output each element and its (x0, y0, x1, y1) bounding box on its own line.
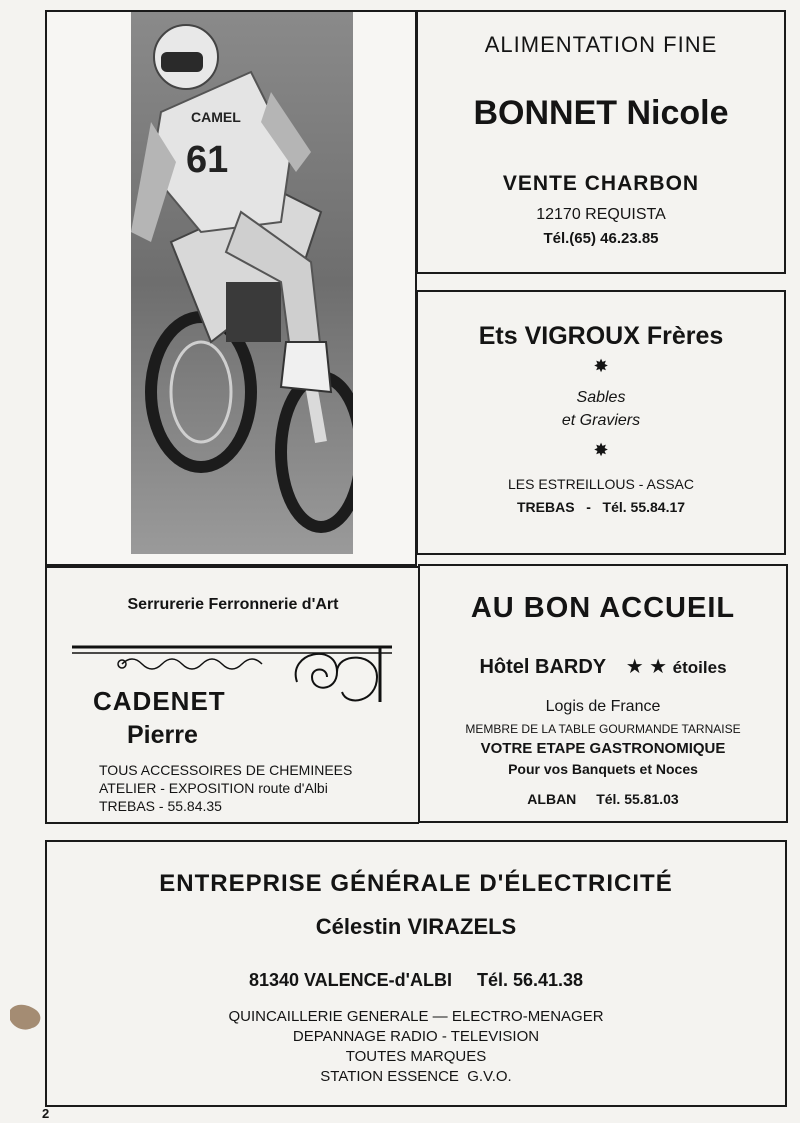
motocross-photo (131, 12, 353, 554)
bonnet-line1: ALIMENTATION FINE (484, 32, 718, 57)
virazels-phone: Tél. 56.41.38 (476, 970, 584, 990)
cadenet-name2: Pierre (127, 721, 198, 749)
virazels-contact (47, 970, 785, 991)
accueil-title: AU BON ACCUEIL (470, 592, 736, 624)
bonnet-ad (416, 10, 786, 274)
cadenet-name1: CADENET (93, 686, 226, 716)
cadenet-line2: ATELIER - EXPOSITION route d'Albi (99, 780, 328, 796)
virazels-ad (45, 840, 787, 1107)
virazels-line4: STATION ESSENCE G.V.O. (320, 1068, 512, 1085)
cadenet-line3: TREBAS - 55.84.35 (99, 798, 222, 814)
bonnet-name: BONNET Nicole (473, 94, 729, 132)
accueil-etoiles: étoiles (672, 658, 727, 677)
vigroux-address2: TREBAS - Tél. 55.84.17 (516, 499, 686, 515)
cadenet-header: Serrurerie Ferronnerie d'Art (127, 596, 339, 613)
virazels-name: Célestin VIRAZELS (315, 914, 517, 939)
vigroux-address1: LES ESTREILLOUS - ASSAC (508, 476, 694, 492)
page-number: 2 (42, 1106, 50, 1121)
virazels-line3: TOUTES MARQUES (345, 1048, 487, 1065)
accueil-hotel-line (420, 654, 786, 679)
au-bon-accueil-ad (418, 564, 788, 823)
vigroux-ad (416, 290, 786, 555)
bonnet-phone: Tél.(65) 46.23.85 (543, 230, 659, 247)
accueil-line1: Logis de France (545, 698, 661, 715)
vigroux-bullet-1: ✸ (593, 356, 609, 376)
accueil-hotel: Hôtel BARDY (479, 656, 607, 678)
jersey-number: 61 (186, 139, 229, 181)
accueil-line4: Pour vos Banquets et Noces (508, 761, 698, 777)
accueil-line2: MEMBRE DE LA TABLE GOURMANDE TARNAISE (465, 722, 741, 736)
accueil-phone: Tél. 55.81.03 (596, 791, 679, 807)
bonnet-address: 12170 REQUISTA (536, 206, 666, 223)
motocross-photo-box (45, 10, 417, 566)
paper-stain (6, 1000, 46, 1034)
vigroux-name: Ets VIGROUX Frères (478, 322, 724, 350)
vigroux-line1: Sables (576, 389, 626, 406)
cadenet-ad (45, 566, 419, 824)
virazels-line1: QUINCAILLERIE GENERALE — ELECTRO-MENAGER (228, 1008, 604, 1025)
accueil-line3: VOTRE ETAPE GASTRONOMIQUE (480, 740, 726, 757)
jersey-brand: CAMEL (191, 109, 241, 125)
accueil-contact (420, 791, 786, 807)
bonnet-line3: VENTE CHARBON (502, 172, 700, 195)
vigroux-bullet-2: ✸ (593, 440, 609, 460)
vigroux-line2: et Graviers (561, 412, 641, 429)
virazels-line2: DEPANNAGE RADIO - TELEVISION (292, 1028, 540, 1045)
virazels-address: 81340 VALENCE-d'ALBI (248, 970, 452, 990)
accueil-city: ALBAN (527, 791, 577, 807)
cadenet-line1: TOUS ACCESSOIRES DE CHEMINEES (99, 762, 353, 778)
accueil-stars: ★ ★ (625, 656, 668, 678)
virazels-title: ENTREPRISE GÉNÉRALE D'ÉLECTRICITÉ (159, 870, 673, 897)
